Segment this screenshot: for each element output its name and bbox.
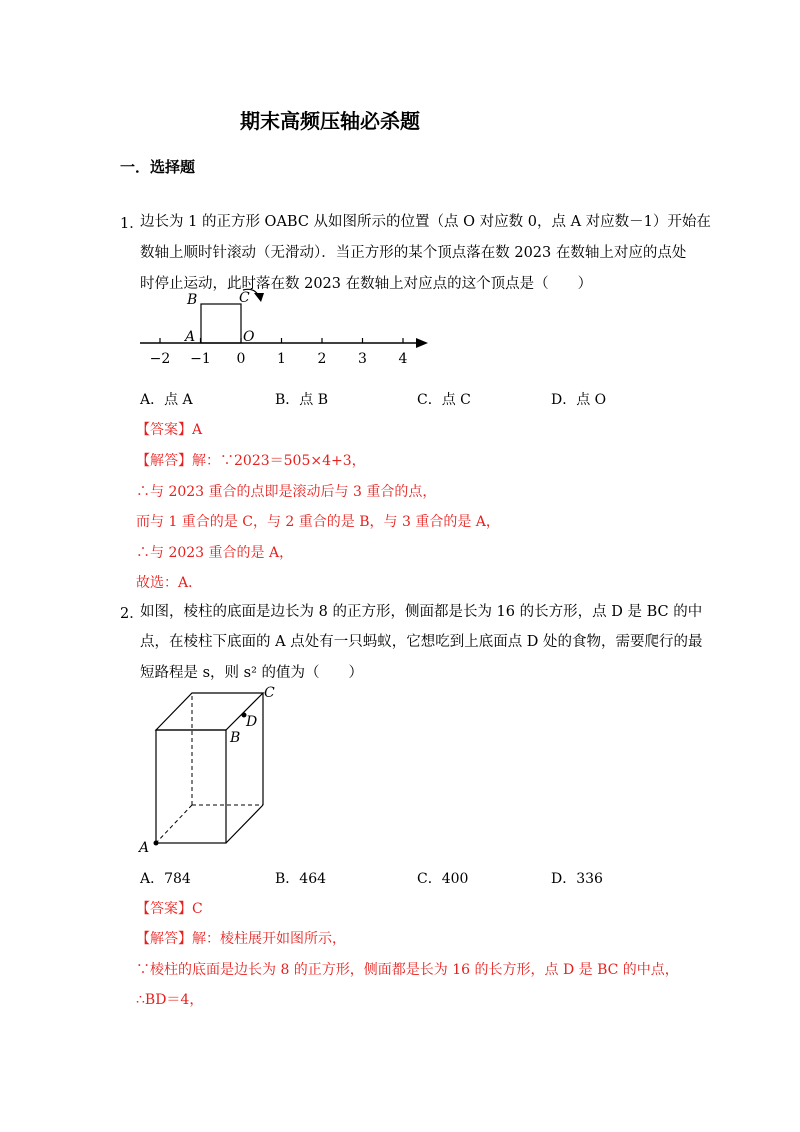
section-heading: 一．选择题 bbox=[120, 158, 196, 176]
question-1-option-b: B．点 B bbox=[275, 392, 329, 408]
axis-tick-label: 4 bbox=[398, 351, 408, 367]
vertex-label-c: C bbox=[239, 290, 250, 306]
question-1-solution-line: ∴与 2023 重合的点即是滚动后与 3 重合的点， bbox=[136, 484, 437, 500]
question-1-solution-line: ∴与 2023 重合的是 A， bbox=[136, 545, 294, 561]
axis-tick-label: 1 bbox=[277, 351, 286, 367]
question-2-line-3: 短路程是 s，则 s² 的值为（ ） bbox=[140, 665, 364, 681]
question-2-solution-line: ∴BD＝4， bbox=[136, 992, 204, 1008]
question-2-option-d: D．336 bbox=[551, 871, 603, 887]
question-1-solution-line: 而与 1 重合的是 C，与 2 重合的是 B，与 3 重合的是 A， bbox=[136, 514, 500, 530]
prism-front-face bbox=[156, 730, 226, 843]
axis-tick-label: 0 bbox=[236, 351, 246, 367]
question-1-answer: 【答案】A bbox=[136, 422, 203, 438]
question-1-solution-line: 【解答】解：∵2023＝505×4+3， bbox=[136, 453, 366, 469]
question-1-option-c: C．点 C bbox=[417, 392, 471, 408]
page-title: 期末高频压轴必杀题 bbox=[240, 109, 420, 133]
question-1-line-2: 数轴上顺时针滚动（无滑动）．当正方形的某个顶点落在数 2023 在数轴上对应的点处 bbox=[140, 245, 687, 261]
prism-label-d: D bbox=[246, 714, 258, 730]
prism-edge bbox=[226, 805, 263, 843]
question-2-line-2: 点，在棱柱下底面的 A 点处有一只蚂蚁，它想吃到上底面点 D 处的食物，需要爬行的最 bbox=[140, 634, 703, 650]
question-1-solution-line: 故选：A． bbox=[136, 575, 203, 591]
prism-figure bbox=[135, 685, 295, 855]
question-1-number: 1． bbox=[120, 216, 144, 232]
axis-tick-label: 3 bbox=[358, 351, 367, 367]
square-oabc bbox=[201, 304, 241, 343]
question-2-option-c: C．400 bbox=[417, 871, 469, 887]
prism-hidden-edge bbox=[156, 805, 192, 843]
rotation-arrowhead-icon bbox=[254, 293, 264, 302]
number-line-figure bbox=[135, 280, 435, 370]
question-2-line-1: 如图，棱柱的底面是边长为 8 的正方形，侧面都是长为 16 的长方形，点 D 是 BC 的中 bbox=[140, 604, 703, 620]
prism-label-a: A bbox=[139, 840, 150, 856]
point-a-marker bbox=[154, 841, 159, 846]
axis-arrow-icon bbox=[416, 338, 428, 348]
question-2-number: 2． bbox=[120, 606, 144, 622]
question-2-option-a: A．784 bbox=[140, 871, 191, 887]
question-2-solution-line: ∵棱柱的底面是边长为 8 的正方形，侧面都是长为 16 的长方形，点 D 是 BC 的中点， bbox=[136, 962, 679, 978]
axis-tick-label: −1 bbox=[190, 351, 211, 367]
vertex-label-a: A bbox=[185, 329, 196, 345]
axis-tick-label: −2 bbox=[149, 351, 171, 367]
question-1-line-3: 时停止运动，此时落在数 2023 在数轴上对应点的这个顶点是（ ） bbox=[140, 276, 593, 292]
question-1-option-d: D．点 O bbox=[551, 392, 607, 408]
question-1-option-a: A．点 A bbox=[140, 392, 193, 408]
prism-label-b: B bbox=[230, 730, 241, 746]
question-2-solution-line: 【解答】解：棱柱展开如图所示， bbox=[136, 931, 346, 947]
question-1-line-1: 边长为 1 的正方形 OABC 从如图所示的位置（点 O 对应数 0，点 A 对应数－1）开始在 bbox=[140, 214, 711, 230]
question-2-option-b: B．464 bbox=[275, 871, 327, 887]
vertex-label-o: O bbox=[243, 329, 255, 345]
vertex-label-b: B bbox=[187, 292, 198, 308]
axis-tick-label: 2 bbox=[317, 351, 327, 367]
question-2-answer: 【答案】C bbox=[136, 901, 203, 917]
prism-label-c: C bbox=[264, 685, 275, 701]
